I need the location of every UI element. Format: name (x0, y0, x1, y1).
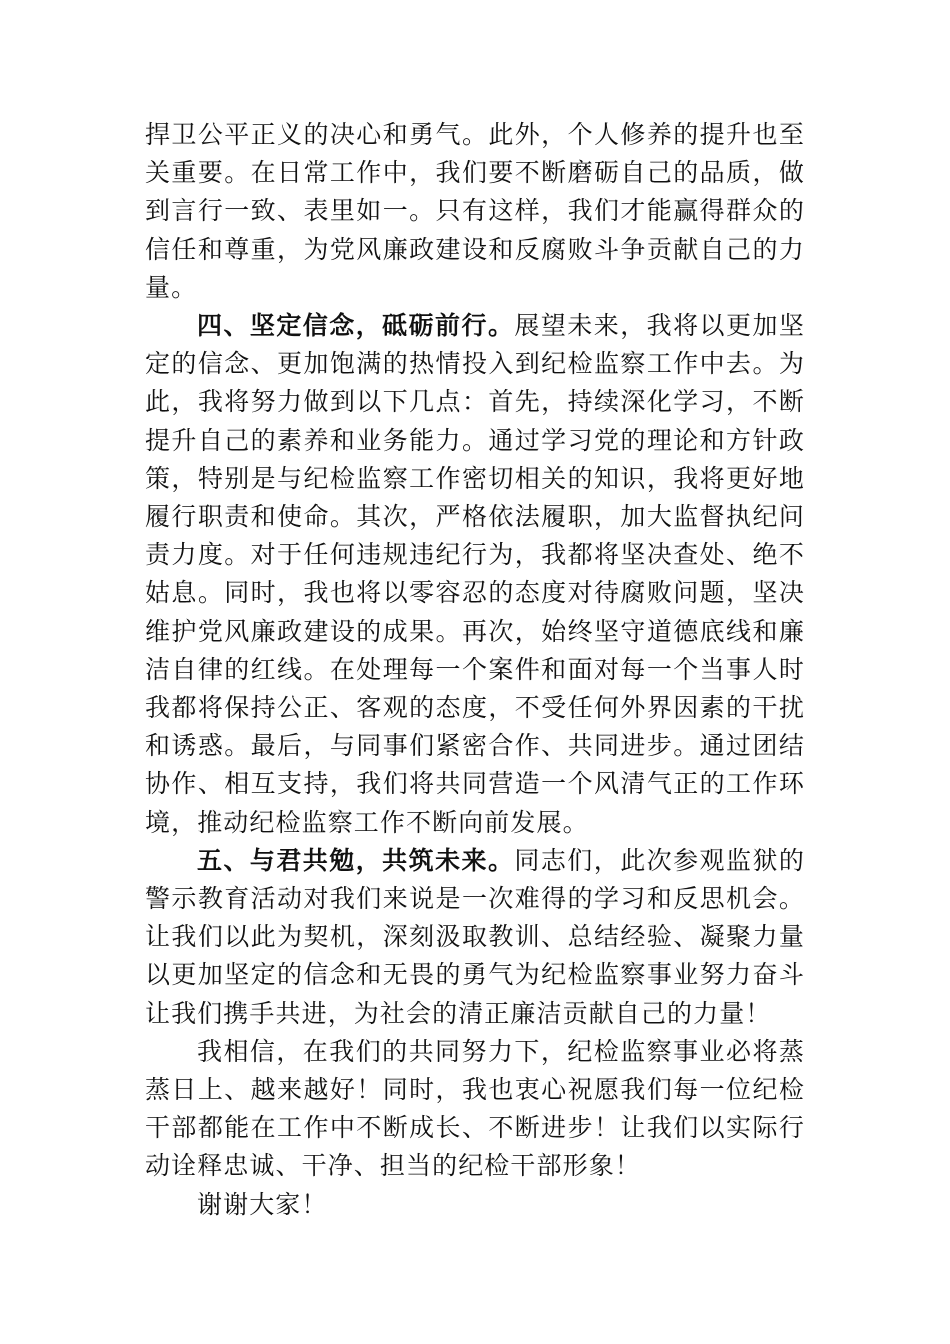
paragraph-text: 捍卫公平正义的决心和勇气。此外，个人修养的提升也至关重要。在日常工作中，我们要不断磨砺自己的品质，做到言行一致、表里如一。只有这样，我们才能赢得群众的信任和尊重，为党风廉政建设和反腐败斗争贡献自己的力量。 (145, 120, 805, 302)
paragraph-thanks (145, 1186, 805, 1224)
paragraph-text: 同志们，此次参观监狱的警示教育活动对我们来说是一次难得的学习和反思机会。让我们以此为契机，深刻汲取教训、总结经验、凝聚力量以更加坚定的信念和无畏的勇气为纪检监察事业努力奋斗让我们携手共进，为社会的清正廉洁贡献自己的力量！ (145, 845, 806, 1028)
paragraph-section-five (145, 842, 805, 1033)
paragraph-text: 我相信，在我们的共同努力下，纪检监察事业必将蒸蒸日上、越来越好！同时，我也衷心祝愿我们每一位纪检干部都能在工作中不断成长、不断进步！让我们以实际行动诠释忠诚、干净、担当的纪检干部形象！ (145, 1036, 805, 1181)
section-heading-five: 五、与君共勉，共筑未来。 (197, 845, 515, 875)
paragraph-continued (145, 116, 805, 307)
paragraph-text: 谢谢大家！ (197, 1189, 328, 1219)
paragraph-closing (145, 1033, 805, 1186)
section-heading-four: 四、坚定信念，砥砺前行。 (197, 311, 515, 341)
paragraph-text: 展望未来，我将以更加坚定的信念、更加饱满的热情投入到纪检监察工作中去。为此，我将努力做到以下几点：首先，持续深化学习，不断提升自己的素养和业务能力。通过学习党的理论和方针政策，特别是与纪检监察工作密切相关的知识，我将更好地履行职责和使命。其次，严格依法履职，加大监督执纪问责力度。对于任何违规违纪行为，我都将坚决查处、绝不姑息。同时，我也将以零容忍的态度对待腐败问题，坚决维护党风廉政建设的成果。再次，始终坚守道德底线和廉洁自律的红线。在处理每一个案件和面对每一个当事人时我都将保持公正、客观的态度，不受任何外界因素的干扰和诱惑。最后，与同事们紧密合作、共同进步。通过团结协作、相互支持，我们将共同营造一个风清气正的工作环境，推动纪检监察工作不断向前发展。 (145, 311, 806, 837)
paragraph-section-four (145, 307, 805, 842)
document-page (145, 116, 805, 1224)
